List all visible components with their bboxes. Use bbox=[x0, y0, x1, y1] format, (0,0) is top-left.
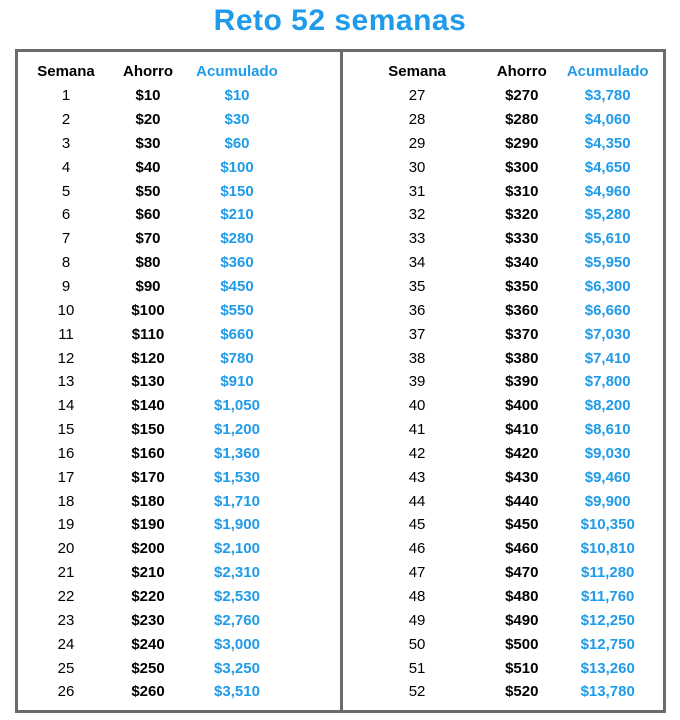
accumulated-cell: $1,050 bbox=[214, 397, 260, 415]
savings-cell: $310 bbox=[505, 182, 539, 200]
savings-cell: $410 bbox=[505, 421, 539, 439]
savings-cell: $520 bbox=[505, 683, 539, 701]
week-cell: 49 bbox=[408, 611, 426, 629]
savings-cell: $40 bbox=[135, 158, 161, 176]
savings-cell: $60 bbox=[135, 206, 161, 224]
week-cell: 48 bbox=[408, 587, 426, 605]
week-cell: 30 bbox=[408, 158, 426, 176]
savings-cell: $280 bbox=[505, 111, 539, 129]
table-panel-right bbox=[343, 60, 663, 704]
accumulated-cell: $450 bbox=[220, 278, 254, 296]
accumulated-cell: $150 bbox=[220, 182, 254, 200]
savings-cell: $340 bbox=[505, 254, 539, 272]
accumulated-cell: $1,900 bbox=[214, 516, 260, 534]
accumulated-cell: $7,800 bbox=[584, 373, 631, 391]
savings-cell: $460 bbox=[505, 540, 539, 558]
week-cell: 47 bbox=[408, 564, 426, 582]
table-row bbox=[343, 275, 663, 299]
savings-cell: $480 bbox=[505, 587, 539, 605]
table-row bbox=[343, 179, 663, 203]
table-body-left bbox=[18, 84, 340, 704]
savings-cell: $270 bbox=[505, 87, 539, 105]
table-row bbox=[343, 346, 663, 370]
accumulated-cell: $12,250 bbox=[580, 611, 635, 629]
savings-cell: $510 bbox=[505, 659, 539, 677]
table-row bbox=[18, 680, 340, 704]
accumulated-cell: $1,360 bbox=[214, 444, 260, 462]
savings-cell: $200 bbox=[131, 540, 165, 558]
week-cell: 40 bbox=[408, 397, 426, 415]
savings-cell: $370 bbox=[505, 325, 539, 343]
accumulated-cell: $7,030 bbox=[584, 325, 631, 343]
accumulated-cell: $8,610 bbox=[584, 421, 631, 439]
week-cell: 15 bbox=[57, 421, 75, 439]
accumulated-cell: $550 bbox=[220, 301, 254, 319]
table-row bbox=[343, 227, 663, 251]
week-cell: 45 bbox=[408, 516, 426, 534]
table-row bbox=[343, 561, 663, 585]
week-cell: 7 bbox=[61, 230, 71, 248]
table-row bbox=[343, 108, 663, 132]
savings-cell: $170 bbox=[131, 468, 165, 486]
accumulated-cell: $10 bbox=[224, 87, 250, 105]
table-row bbox=[343, 394, 663, 418]
savings-cell: $160 bbox=[131, 444, 165, 462]
week-cell: 2 bbox=[61, 111, 71, 129]
savings-cell: $450 bbox=[505, 516, 539, 534]
accumulated-cell: $4,060 bbox=[584, 111, 631, 129]
week-cell: 16 bbox=[57, 444, 75, 462]
savings-cell: $240 bbox=[131, 635, 165, 653]
savings-cell: $400 bbox=[505, 397, 539, 415]
week-cell: 6 bbox=[61, 206, 71, 224]
table-row bbox=[18, 179, 340, 203]
accumulated-cell: $13,260 bbox=[580, 659, 635, 677]
table-row bbox=[18, 132, 340, 156]
table-row bbox=[343, 442, 663, 466]
accumulated-cell: $910 bbox=[220, 373, 254, 391]
savings-cell: $20 bbox=[135, 111, 161, 129]
table-row bbox=[343, 656, 663, 680]
accumulated-cell: $780 bbox=[220, 349, 254, 367]
table-row bbox=[18, 251, 340, 275]
week-cell: 41 bbox=[408, 421, 426, 439]
table-row bbox=[343, 537, 663, 561]
savings-cell: $250 bbox=[131, 659, 165, 677]
week-cell: 35 bbox=[408, 278, 426, 296]
accumulated-cell: $3,000 bbox=[214, 635, 260, 653]
accumulated-cell: $660 bbox=[220, 325, 254, 343]
savings-cell: $10 bbox=[135, 87, 161, 105]
accumulated-cell: $7,410 bbox=[584, 349, 631, 367]
table-row bbox=[343, 585, 663, 609]
table-row bbox=[343, 251, 663, 275]
table-row bbox=[343, 680, 663, 704]
week-cell: 31 bbox=[408, 182, 426, 200]
table-row bbox=[343, 465, 663, 489]
week-cell: 11 bbox=[58, 325, 74, 343]
table-body-right bbox=[343, 84, 663, 704]
week-cell: 52 bbox=[408, 683, 426, 701]
table-header bbox=[343, 60, 663, 84]
table-row bbox=[18, 442, 340, 466]
savings-cell: $470 bbox=[505, 564, 539, 582]
table-row bbox=[18, 489, 340, 513]
accumulated-cell: $3,510 bbox=[214, 683, 260, 701]
week-cell: 20 bbox=[57, 540, 75, 558]
savings-cell: $140 bbox=[131, 397, 165, 415]
week-cell: 42 bbox=[408, 444, 426, 462]
accumulated-cell: $2,760 bbox=[214, 611, 260, 629]
accumulated-cell: $2,310 bbox=[214, 564, 260, 582]
savings-cell: $190 bbox=[131, 516, 165, 534]
accumulated-cell: $2,530 bbox=[214, 587, 260, 605]
week-cell: 39 bbox=[408, 373, 426, 391]
week-cell: 21 bbox=[57, 564, 75, 582]
savings-cell: $330 bbox=[505, 230, 539, 248]
savings-cell: $490 bbox=[505, 611, 539, 629]
week-cell: 5 bbox=[61, 182, 71, 200]
header-savings: Ahorro bbox=[496, 63, 547, 81]
week-cell: 37 bbox=[408, 325, 426, 343]
table-row bbox=[18, 561, 340, 585]
savings-cell: $260 bbox=[131, 683, 165, 701]
accumulated-cell: $3,780 bbox=[584, 87, 631, 105]
accumulated-cell: $11,760 bbox=[580, 587, 635, 605]
week-cell: 23 bbox=[57, 611, 75, 629]
week-cell: 25 bbox=[57, 659, 75, 677]
savings-cell: $420 bbox=[505, 444, 539, 462]
table-row bbox=[18, 108, 340, 132]
header-week: Semana bbox=[388, 63, 446, 81]
table-row bbox=[343, 513, 663, 537]
accumulated-cell: $30 bbox=[224, 111, 250, 129]
accumulated-cell: $8,200 bbox=[584, 397, 631, 415]
week-cell: 44 bbox=[408, 492, 426, 510]
savings-cell: $350 bbox=[505, 278, 539, 296]
accumulated-cell: $11,280 bbox=[580, 564, 635, 582]
table-row bbox=[18, 84, 340, 108]
week-cell: 46 bbox=[408, 540, 426, 558]
savings-cell: $120 bbox=[131, 349, 165, 367]
table-row bbox=[18, 370, 340, 394]
accumulated-cell: $9,460 bbox=[584, 468, 631, 486]
table-row bbox=[343, 84, 663, 108]
table-row bbox=[18, 155, 340, 179]
week-cell: 26 bbox=[57, 683, 75, 701]
accumulated-cell: $1,530 bbox=[214, 468, 260, 486]
week-cell: 34 bbox=[408, 254, 426, 272]
accumulated-cell: $360 bbox=[220, 254, 254, 272]
table-row bbox=[343, 298, 663, 322]
accumulated-cell: $1,200 bbox=[214, 421, 260, 439]
page-title: Reto 52 semanas bbox=[213, 4, 467, 37]
table-row bbox=[343, 608, 663, 632]
week-cell: 17 bbox=[57, 468, 75, 486]
table-row bbox=[18, 418, 340, 442]
savings-cell: $30 bbox=[135, 134, 161, 152]
accumulated-cell: $1,710 bbox=[214, 492, 260, 510]
savings-cell: $500 bbox=[505, 635, 539, 653]
savings-cell: $210 bbox=[131, 564, 165, 582]
savings-cell: $110 bbox=[131, 325, 165, 343]
savings-cell: $390 bbox=[505, 373, 539, 391]
savings-cell: $50 bbox=[135, 182, 161, 200]
table-row bbox=[18, 322, 340, 346]
table-row bbox=[18, 632, 340, 656]
table-row bbox=[18, 275, 340, 299]
week-cell: 3 bbox=[61, 134, 71, 152]
header-week: Semana bbox=[37, 63, 95, 81]
week-cell: 28 bbox=[408, 111, 426, 129]
accumulated-cell: $13,780 bbox=[580, 683, 635, 701]
accumulated-cell: $60 bbox=[224, 134, 250, 152]
accumulated-cell: $10,810 bbox=[580, 540, 635, 558]
savings-table bbox=[15, 49, 666, 713]
accumulated-cell: $5,280 bbox=[584, 206, 631, 224]
week-cell: 4 bbox=[61, 158, 71, 176]
week-cell: 24 bbox=[57, 635, 75, 653]
table-row bbox=[343, 418, 663, 442]
accumulated-cell: $10,350 bbox=[580, 516, 635, 534]
table-row bbox=[343, 370, 663, 394]
week-cell: 43 bbox=[408, 468, 426, 486]
accumulated-cell: $280 bbox=[220, 230, 254, 248]
savings-cell: $90 bbox=[135, 278, 161, 296]
week-cell: 8 bbox=[61, 254, 71, 272]
week-cell: 51 bbox=[408, 659, 426, 677]
accumulated-cell: $3,250 bbox=[214, 659, 260, 677]
savings-cell: $320 bbox=[505, 206, 539, 224]
table-row bbox=[343, 132, 663, 156]
week-cell: 1 bbox=[61, 87, 71, 105]
accumulated-cell: $9,030 bbox=[584, 444, 631, 462]
accumulated-cell: $12,750 bbox=[580, 635, 635, 653]
accumulated-cell: $5,950 bbox=[584, 254, 631, 272]
savings-cell: $150 bbox=[131, 421, 165, 439]
week-cell: 10 bbox=[57, 301, 75, 319]
table-row bbox=[18, 608, 340, 632]
week-cell: 18 bbox=[57, 492, 75, 510]
table-row bbox=[18, 203, 340, 227]
week-cell: 50 bbox=[408, 635, 426, 653]
table-row bbox=[18, 298, 340, 322]
accumulated-cell: $6,300 bbox=[584, 278, 631, 296]
accumulated-cell: $4,650 bbox=[584, 158, 631, 176]
week-cell: 19 bbox=[57, 516, 75, 534]
week-cell: 9 bbox=[61, 278, 71, 296]
accumulated-cell: $5,610 bbox=[584, 230, 631, 248]
table-row bbox=[343, 203, 663, 227]
week-cell: 32 bbox=[408, 206, 426, 224]
week-cell: 36 bbox=[408, 301, 426, 319]
table-row bbox=[18, 513, 340, 537]
week-cell: 13 bbox=[57, 373, 75, 391]
header-accumulated: Acumulado bbox=[196, 63, 278, 81]
accumulated-cell: $6,660 bbox=[584, 301, 631, 319]
savings-cell: $220 bbox=[131, 587, 165, 605]
table-row bbox=[343, 632, 663, 656]
savings-cell: $80 bbox=[135, 254, 161, 272]
savings-cell: $440 bbox=[505, 492, 539, 510]
week-cell: 33 bbox=[408, 230, 426, 248]
savings-cell: $230 bbox=[131, 611, 165, 629]
week-cell: 22 bbox=[57, 587, 75, 605]
table-row bbox=[18, 585, 340, 609]
savings-cell: $130 bbox=[131, 373, 165, 391]
week-cell: 27 bbox=[408, 87, 426, 105]
savings-cell: $290 bbox=[505, 134, 539, 152]
accumulated-cell: $4,350 bbox=[584, 134, 631, 152]
savings-cell: $300 bbox=[505, 158, 539, 176]
table-row bbox=[343, 489, 663, 513]
table-row bbox=[18, 346, 340, 370]
table-panel-left bbox=[18, 60, 340, 704]
table-row bbox=[18, 227, 340, 251]
table-row bbox=[343, 322, 663, 346]
table-row bbox=[18, 465, 340, 489]
header-accumulated: Acumulado bbox=[566, 63, 649, 81]
accumulated-cell: $9,900 bbox=[584, 492, 631, 510]
accumulated-cell: $100 bbox=[220, 158, 254, 176]
savings-cell: $360 bbox=[505, 301, 539, 319]
savings-cell: $100 bbox=[131, 301, 165, 319]
savings-cell: $430 bbox=[505, 468, 539, 486]
table-row bbox=[343, 155, 663, 179]
week-cell: 12 bbox=[57, 349, 75, 367]
accumulated-cell: $4,960 bbox=[584, 182, 631, 200]
table-header bbox=[18, 60, 340, 84]
table-row bbox=[18, 656, 340, 680]
header-savings: Ahorro bbox=[123, 63, 173, 81]
week-cell: 38 bbox=[408, 349, 426, 367]
accumulated-cell: $2,100 bbox=[214, 540, 260, 558]
savings-cell: $70 bbox=[135, 230, 161, 248]
table-row bbox=[18, 394, 340, 418]
savings-cell: $380 bbox=[505, 349, 539, 367]
table-row bbox=[18, 537, 340, 561]
accumulated-cell: $210 bbox=[220, 206, 254, 224]
week-cell: 14 bbox=[57, 397, 75, 415]
week-cell: 29 bbox=[408, 134, 426, 152]
savings-cell: $180 bbox=[131, 492, 165, 510]
